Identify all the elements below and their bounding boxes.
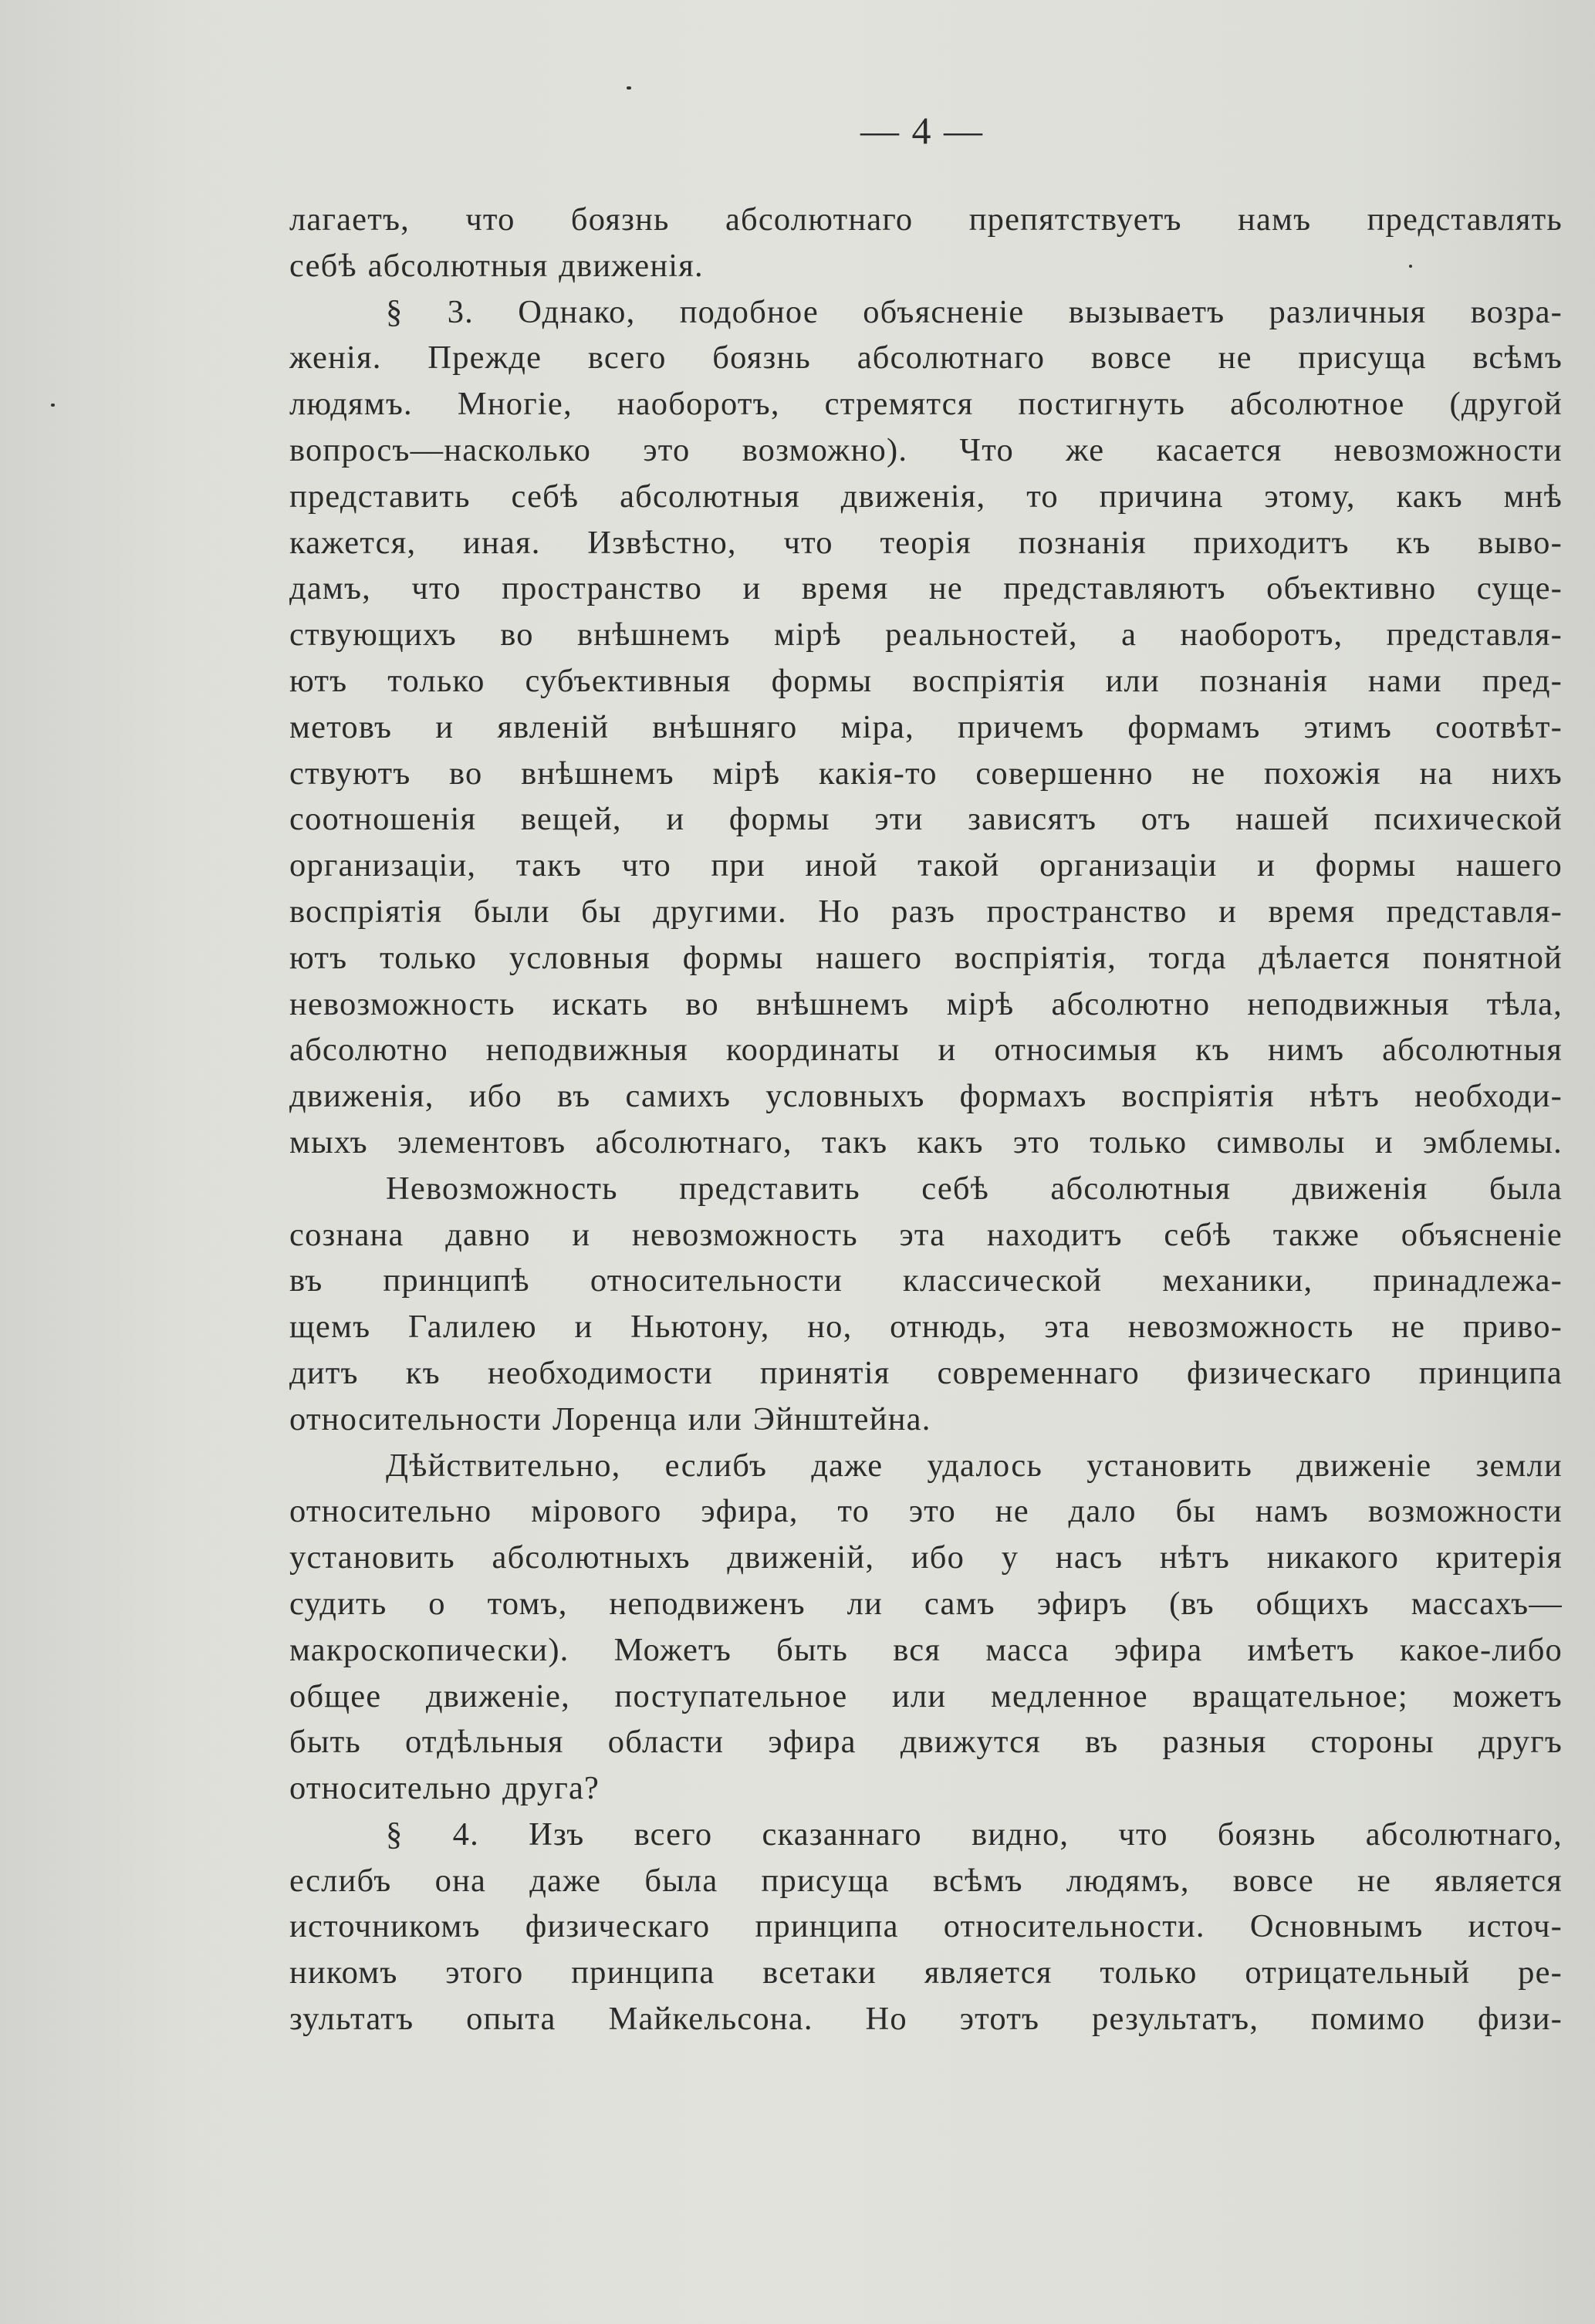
text-line: абсолютно неподвижныя координаты и относимыя къ нимъ абсолютныя [289, 1032, 1563, 1069]
text-line: дамъ, что пространство и время не представляютъ объективно суще- [289, 570, 1563, 607]
text-line: въ принципѣ относительности классической механики, принадлежа- [289, 1262, 1563, 1299]
text-line: относительно друга? [289, 1770, 600, 1807]
text-line: дитъ къ необходимости принятія современнаго физическаго принципа [289, 1354, 1563, 1391]
text-line: ютъ только условныя формы нашего воспріятія, тогда дѣлается понятной [289, 939, 1563, 976]
print-speck [51, 404, 55, 407]
text-line: Невозможность представить себѣ абсолютныя движенія была [386, 1170, 1563, 1207]
text-line: метовъ и явленій внѣшняго міра, причемъ формамъ этимъ соотвѣт- [289, 708, 1563, 745]
text-line: невозможность искать во внѣшнемъ мірѣ абсолютно неподвижныя тѣла, [289, 985, 1563, 1022]
text-line: зультатъ опыта Майкельсона. Но этотъ результатъ, помимо физи- [289, 2001, 1563, 2038]
text-line: макроскопически). Можетъ быть вся масса эфира имѣетъ какое-либо [289, 1631, 1563, 1668]
text-line: никомъ этого принципа всетаки является только отрицательный ре- [289, 1954, 1563, 1991]
text-line: ютъ только субъективныя формы воспріятія или познанія нами пред- [289, 662, 1563, 699]
text-line: относительно мірового эфира, то это не дало бы намъ возможности [289, 1493, 1563, 1530]
print-speck [1409, 265, 1412, 268]
text-line: ствующихъ во внѣшнемъ мірѣ реальностей, а наоборотъ, представля- [289, 616, 1563, 654]
text-line: представить себѣ абсолютныя движенія, то причина этому, какъ мнѣ [289, 478, 1563, 515]
text-line: относительности Лоренца или Эйнштейна. [289, 1400, 931, 1437]
text-line: женія. Прежде всего боязнь абсолютнаго вовсе не присуща всѣмъ [289, 339, 1563, 377]
text-line: еслибъ она даже была присуща всѣмъ людямъ, вовсе не является [289, 1862, 1563, 1899]
text-line: вопросъ—насколько это возможно). Что же касается невозможности [289, 431, 1563, 468]
text-line: движенія, ибо въ самихъ условныхъ формахъ воспріятія нѣтъ необходи- [289, 1078, 1563, 1115]
page-number: — 4 — [860, 109, 984, 152]
body-text [289, 197, 1563, 2042]
text-line: § 4. Изъ всего сказаннаго видно, что боязнь абсолютнаго, [386, 1816, 1563, 1853]
text-line: сознана давно и невозможность эта находитъ себѣ также объясненіе [289, 1216, 1563, 1253]
text-line: людямъ. Многіе, наоборотъ, стремятся постигнуть абсолютное (другой [289, 386, 1563, 423]
text-line: щемъ Галилею и Ньютону, но, отнюдь, эта невозможность не приво- [289, 1309, 1563, 1346]
text-line: мыхъ элементовъ абсолютнаго, такъ какъ это только символы и эмблемы. [289, 1123, 1563, 1160]
text-line: общее движеніе, поступательное или медленное вращательное; можетъ [289, 1677, 1563, 1714]
text-line: себѣ абсолютныя движенія. [289, 247, 704, 284]
text-line: источникомъ физическаго принципа относительности. Основнымъ источ- [289, 1908, 1563, 1945]
text-line: судить о томъ, неподвиженъ ли самъ эфиръ (въ общихъ массахъ— [289, 1585, 1563, 1622]
text-line: Дѣйствительно, еслибъ даже удалось установить движеніе земли [386, 1447, 1563, 1484]
text-line: § 3. Однако, подобное объясненіе вызываетъ различныя возра- [386, 293, 1563, 330]
text-line: быть отдѣльныя области эфира движутся въ разныя стороны другъ [289, 1724, 1563, 1761]
print-speck [627, 86, 631, 90]
text-line: лагаетъ, что боязнь абсолютнаго препятствуетъ намъ представлять [289, 201, 1563, 238]
text-line: соотношенія вещей, и формы эти зависятъ отъ нашей психической [289, 801, 1563, 838]
text-line: ствуютъ во внѣшнемъ мірѣ какія-то совершенно не похожія на нихъ [289, 755, 1563, 792]
text-line: кажется, иная. Извѣстно, что теорія познанія приходитъ къ выво- [289, 524, 1563, 561]
text-line: воспріятія были бы другими. Но разъ пространство и время представля- [289, 893, 1563, 930]
text-line: организаціи, такъ что при иной такой организаціи и формы нашего [289, 847, 1563, 884]
text-line: установить абсолютныхъ движеній, ибо у насъ нѣтъ никакого критерія [289, 1539, 1563, 1576]
